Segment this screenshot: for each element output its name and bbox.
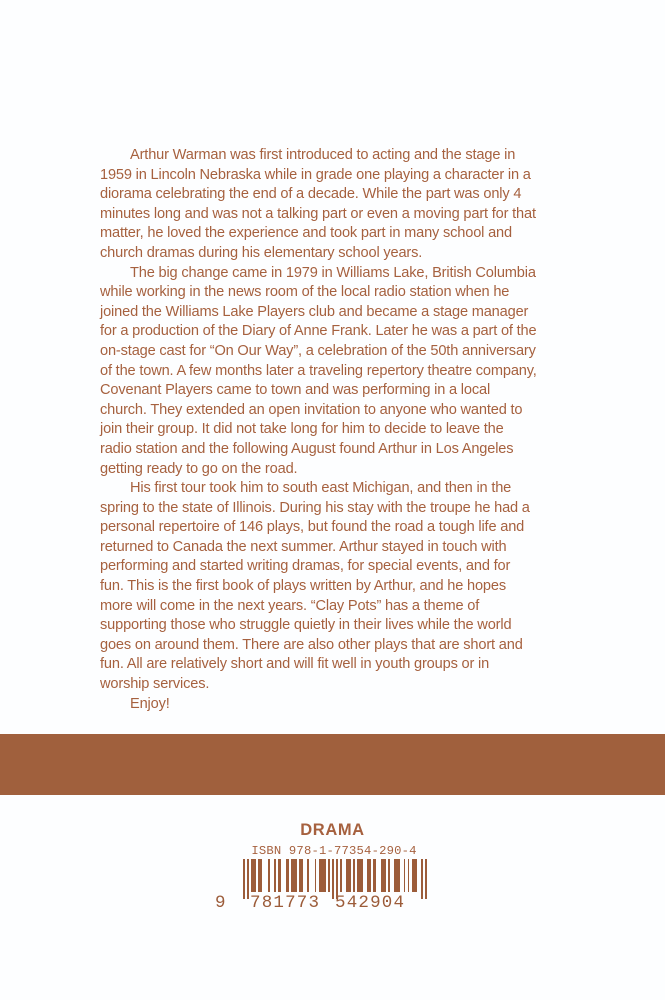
- barcode-bar: [340, 859, 342, 892]
- barcode-bar: [388, 859, 390, 892]
- barcode-digits-right: 542904: [335, 893, 406, 913]
- barcode-digits-left: 781773: [250, 893, 321, 913]
- barcode-bar: [319, 859, 326, 892]
- barcode-bar: [286, 859, 290, 892]
- isbn-text: ISBN 978-1-77354-290-4: [251, 844, 417, 858]
- barcode-block: [215, 844, 434, 913]
- author-blurb: [100, 146, 537, 714]
- decorative-brown-band: [0, 734, 665, 795]
- blurb-paragraph-2: The big change came in 1979 in Williams Lake, British Columbia while working in the news room of the local radio station when he joined the Williams Lake Players club and became a stage manager for a production of the Diary of Anne Frank. Later he was a part of the on-stage cast for “On Our Way”, a celebration of the 50th anniversary of the town. A few months later a traveling repertory theatre company, Covenant Players came to town and was performing in a local church. They extended an open invitation to anyone who wanted to join their group. It did not take long for him to decide to leave the radio station and the following August found Arthur in Los Angeles getting ready to go on the road.: [100, 264, 537, 477]
- barcode-bar: [408, 859, 410, 892]
- barcode-bar: [381, 859, 387, 892]
- barcode-bar: [367, 859, 371, 892]
- barcode-bar: [412, 859, 418, 892]
- barcode-bar: [307, 859, 309, 892]
- barcode-bar: [328, 859, 330, 892]
- barcode-bar: [268, 859, 270, 892]
- barcode-bar: [357, 859, 363, 892]
- barcode-bar: [251, 859, 257, 892]
- blurb-paragraph-3: His first tour took him to south east Michigan, and then in the spring to the state of Illinois. During his stay with the troupe he had a personal repertoire of 146 plays, but found the road a tough life and returned to Canada the next summer. Arthur stayed in touch with performing and started writing dramas, for special events, and for fun. This is the first book of plays written by Arthur, and he hopes more will come in the next years. “Clay Pots” has a theme of supporting those who struggle quietly in their lives while the world goes on around them. There are also other plays that are short and fun. All are relatively short and will fit well in youth groups or in worship services.: [100, 480, 530, 693]
- barcode-bar: [394, 859, 400, 892]
- barcode-bar: [258, 859, 262, 892]
- barcode-bar: [274, 859, 276, 892]
- barcode-bar: [278, 859, 282, 892]
- genre-label: DRAMA: [300, 821, 365, 839]
- barcode-bar: [299, 859, 303, 892]
- barcode-bar: [373, 859, 377, 892]
- barcode-bar: [346, 859, 352, 892]
- barcode-digit-lead: 9: [215, 893, 227, 913]
- barcode-bar: [315, 859, 317, 892]
- blurb-paragraph-4: Enjoy!: [130, 695, 170, 712]
- barcode-digits: [215, 893, 434, 913]
- barcode-bar: [353, 859, 355, 892]
- barcode-bar: [404, 859, 406, 892]
- blurb-paragraph-1: Arthur Warman was first introduced to acting and the stage in 1959 in Lincoln Nebraska while in grade one playing a character in a diorama celebrating the end of a decade. While the part was only 4 minutes long and was not a talking part or even a moving part for that matter, he loved the experience and took part in many school and church dramas during his elementary school years.: [100, 147, 536, 261]
- barcode-bar: [291, 859, 297, 892]
